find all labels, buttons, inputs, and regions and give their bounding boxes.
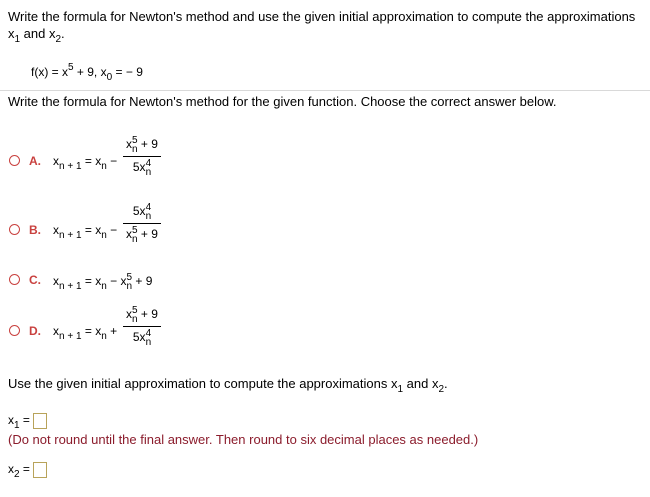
rounding-note: (Do not round until the final answer. Then round to six decimal places as needed.) bbox=[8, 432, 479, 447]
question-prompt bbox=[8, 9, 635, 24]
exponent: 5 bbox=[68, 62, 74, 73]
option-letter: C. bbox=[29, 273, 41, 287]
operator: − bbox=[106, 223, 118, 237]
eq: = x bbox=[81, 154, 102, 168]
sub: n bbox=[145, 337, 152, 348]
t: − x bbox=[106, 274, 127, 289]
radio-option-d[interactable] bbox=[9, 325, 20, 336]
sub: n bbox=[145, 211, 152, 222]
t: x bbox=[126, 137, 133, 152]
x2-answer-row bbox=[8, 462, 47, 481]
sub: n bbox=[132, 144, 138, 155]
prompt-text: Write the formula for Newton's method and use the given initial approximation to compute the approximations bbox=[8, 9, 636, 24]
question-prompt-line2 bbox=[8, 26, 65, 45]
t: . bbox=[444, 376, 448, 391]
divider bbox=[0, 90, 650, 91]
numerator bbox=[133, 203, 151, 221]
fraction-bar bbox=[123, 223, 161, 224]
t: + 9 bbox=[137, 227, 158, 242]
t: 5x bbox=[132, 330, 146, 345]
t: x bbox=[126, 307, 133, 322]
sub: 1 bbox=[397, 384, 404, 395]
sub: n bbox=[132, 234, 138, 245]
eq: = x bbox=[81, 324, 102, 338]
supsub bbox=[146, 203, 152, 221]
part1-instruction: Write the formula for Newton's method for the given function. Choose the correct answer below. bbox=[8, 94, 557, 109]
t: x bbox=[126, 227, 133, 242]
var: x bbox=[8, 413, 14, 428]
sup: 5 bbox=[132, 225, 138, 236]
radio-option-a[interactable] bbox=[9, 155, 20, 166]
t: + 9 bbox=[137, 137, 158, 152]
sup: 5 bbox=[132, 305, 138, 316]
t: 5x bbox=[132, 204, 146, 219]
sub: n + 1 bbox=[59, 230, 82, 241]
sup: 4 bbox=[145, 158, 152, 169]
eq: = bbox=[19, 462, 30, 477]
t: Use the given initial approximation to compute the approximations x bbox=[8, 376, 398, 391]
x1-answer-input[interactable] bbox=[33, 413, 47, 429]
eq: = bbox=[19, 413, 30, 428]
sup: 4 bbox=[145, 328, 152, 339]
fraction bbox=[123, 136, 161, 177]
t: 5x bbox=[132, 160, 146, 175]
sub: 2 bbox=[438, 384, 445, 395]
var: x bbox=[53, 274, 59, 289]
t: and x bbox=[403, 376, 439, 391]
sub: n bbox=[101, 161, 107, 172]
sub: 0 bbox=[106, 72, 113, 83]
option-letter: B. bbox=[29, 223, 41, 237]
sup: 5 bbox=[126, 272, 133, 283]
formula bbox=[53, 273, 152, 291]
var: x bbox=[53, 324, 59, 338]
numerator bbox=[126, 136, 158, 154]
option-letter: A. bbox=[29, 154, 41, 168]
numerator bbox=[126, 306, 158, 324]
var-x2: x bbox=[48, 26, 56, 41]
sub: n + 1 bbox=[59, 161, 82, 172]
fraction-bar bbox=[123, 326, 161, 327]
sub: n bbox=[101, 281, 107, 293]
var: x bbox=[53, 223, 59, 237]
eq: = x bbox=[81, 223, 102, 237]
radio-option-b[interactable] bbox=[9, 224, 20, 235]
fraction bbox=[123, 203, 161, 244]
x2-answer-input[interactable] bbox=[33, 462, 47, 478]
sup: 5 bbox=[132, 135, 138, 146]
sub: n + 1 bbox=[59, 281, 82, 293]
function-definition bbox=[31, 62, 143, 83]
sub: 1 bbox=[14, 34, 21, 45]
sub: 2 bbox=[55, 34, 62, 45]
t: + 9 bbox=[132, 274, 153, 289]
supsub bbox=[146, 329, 152, 347]
eq: = x bbox=[81, 274, 102, 289]
sub: 1 bbox=[14, 420, 20, 432]
operator: − bbox=[106, 154, 118, 168]
sub: n bbox=[101, 331, 107, 342]
sub: n bbox=[101, 230, 107, 241]
sub: n + 1 bbox=[59, 331, 82, 342]
fraction bbox=[123, 306, 161, 347]
and-text: and bbox=[20, 26, 49, 41]
function-lhs: f(x) = x bbox=[31, 65, 69, 79]
var-x1: x bbox=[8, 26, 15, 41]
sup: 4 bbox=[145, 202, 152, 213]
period: . bbox=[61, 26, 65, 41]
part2-instruction bbox=[8, 376, 448, 395]
denominator bbox=[133, 329, 151, 347]
x0-value: = − 9 bbox=[112, 65, 143, 79]
sub: n bbox=[126, 281, 133, 292]
fraction-bar bbox=[123, 156, 161, 157]
option-letter: D. bbox=[29, 324, 41, 338]
denominator bbox=[133, 159, 151, 177]
function-rest: + 9, x bbox=[73, 65, 107, 79]
supsub bbox=[146, 159, 152, 177]
x1-answer-row bbox=[8, 413, 47, 432]
sub: n bbox=[132, 314, 138, 325]
formula-lhs bbox=[53, 223, 118, 241]
var: x bbox=[53, 154, 59, 168]
radio-option-c[interactable] bbox=[9, 274, 20, 285]
sub: 2 bbox=[14, 469, 20, 481]
denominator bbox=[126, 226, 158, 244]
formula-lhs bbox=[53, 324, 118, 342]
operator: + bbox=[106, 324, 118, 338]
t: + 9 bbox=[137, 307, 158, 322]
sub: n bbox=[145, 167, 152, 178]
var: x bbox=[8, 462, 14, 477]
formula-lhs bbox=[53, 154, 118, 172]
